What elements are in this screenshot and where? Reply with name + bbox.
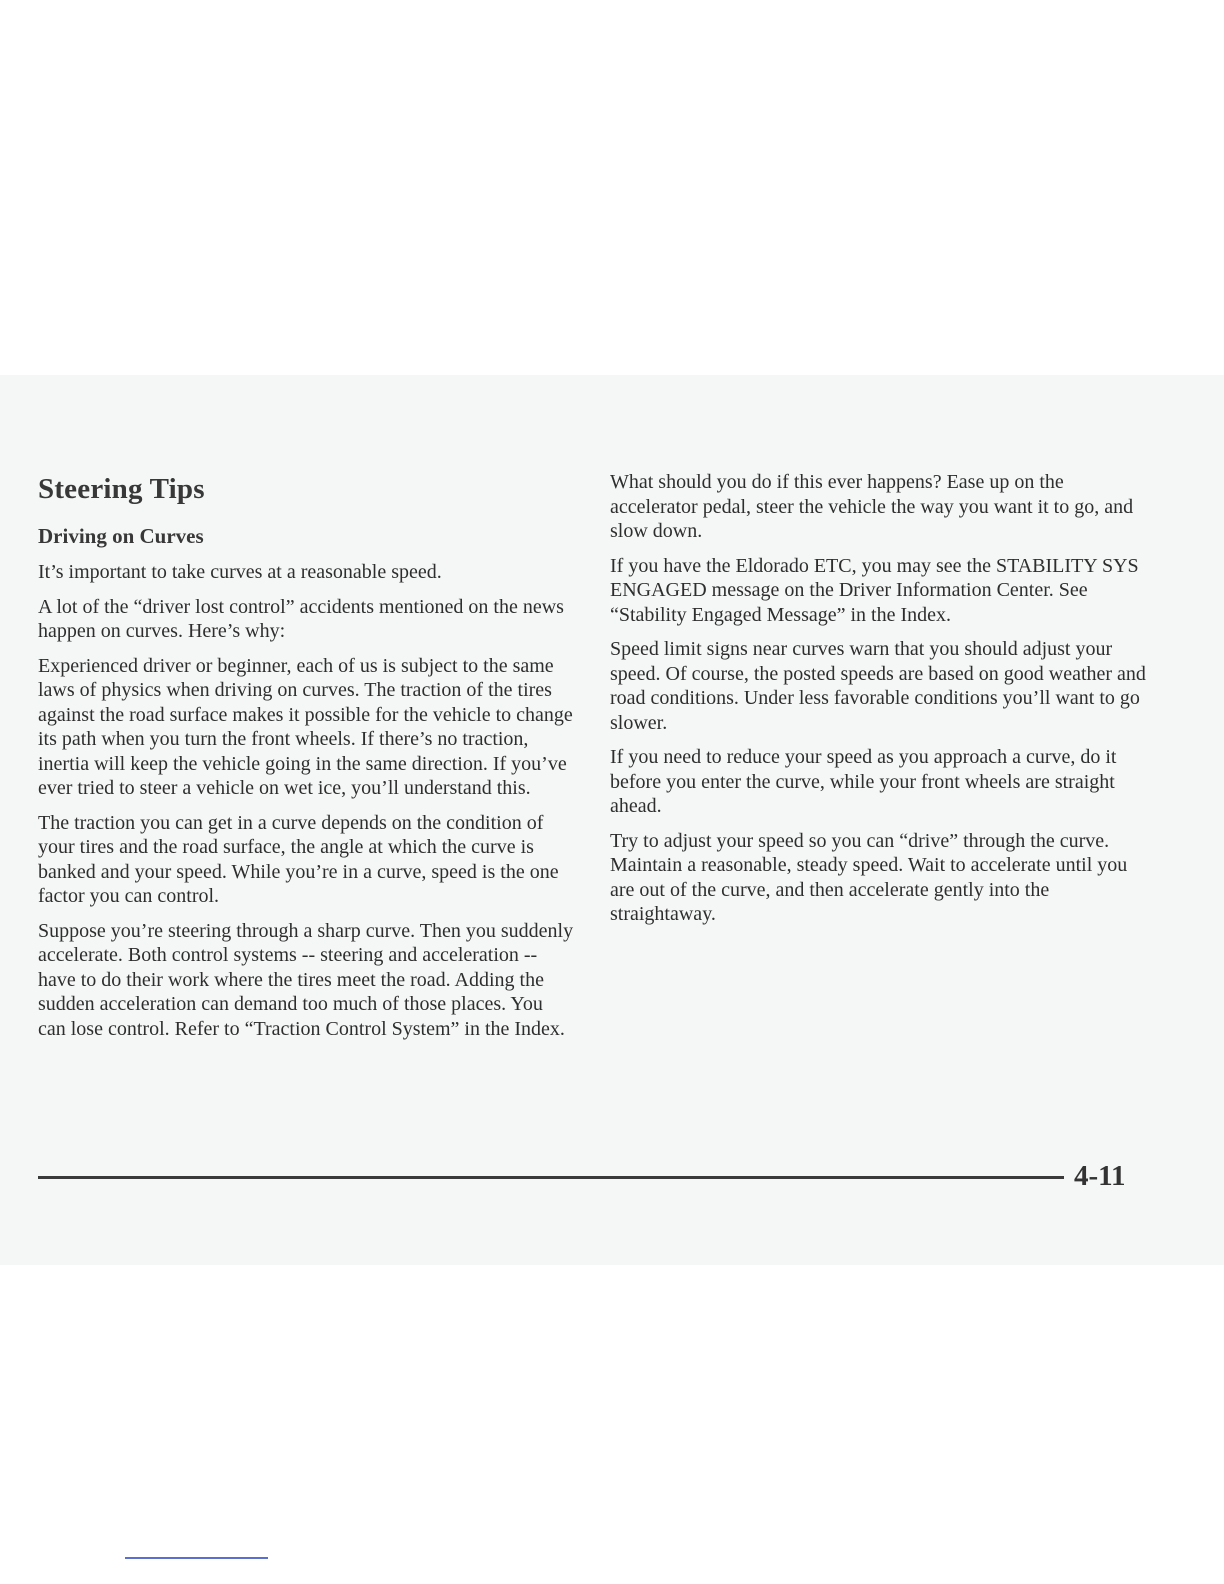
page-number: 4-11 bbox=[1074, 1160, 1126, 1192]
paragraph: The traction you can get in a curve depends on the condition of your tires and the road surface, the angle at which the curve is banked and your speed. While you’re in a curve, speed is the one factor you can control. bbox=[38, 811, 559, 907]
paragraph: What should you do if this ever happens? Ease up on the accelerator pedal, steer the vehicle the way you want it to go, and slow down. bbox=[610, 471, 1134, 542]
footer-rule bbox=[38, 1176, 1064, 1179]
paragraph: Suppose you’re steering through a sharp curve. Then you suddenly accelerate. Both control systems -- steering and acceleration -- have to do their work where the tires meet the road. Adding the sudden acceleration can demand too much of those places. You can lose control. Refer to “Traction Control System” in the Index. bbox=[38, 919, 574, 1040]
paragraph: A lot of the “driver lost control” accidents mentioned on the news happen on curves. Here’s why: bbox=[38, 595, 564, 642]
paragraph: Try to adjust your speed so you can “drive” through the curve. Maintain a reasonable, steady speed. Wait to accelerate until you are out of the curve, and then accelerate gently into the straightaway. bbox=[610, 829, 1128, 925]
right-column bbox=[610, 470, 1150, 937]
paragraph: If you need to reduce your speed as you approach a curve, do it before you enter the curve, while your front wheels are straight ahead. bbox=[610, 746, 1117, 817]
footer-link-underline bbox=[125, 1557, 268, 1559]
paragraph: It’s important to take curves at a reasonable speed. bbox=[38, 561, 442, 583]
paragraph: If you have the Eldorado ETC, you may see the STABILITY SYS ENGAGED message on the Driver Information Center. See “Stability Engaged Message” in the Index. bbox=[610, 554, 1139, 626]
subsection-title: Driving on Curves bbox=[38, 524, 204, 548]
section-title: Steering Tips bbox=[38, 473, 205, 505]
paragraph: Experienced driver or beginner, each of us is subject to the same laws of physics when driving on curves. The traction of the tires against the road surface makes it possible for the vehicle to change its path when you turn the front wheels. If there’s no traction, inertia will keep the vehicle going in the same direction. If you’ve ever tried to steer a vehicle on wet ice, you’ll understand this. bbox=[38, 654, 573, 799]
left-column bbox=[38, 470, 574, 1051]
paragraph: Speed limit signs near curves warn that you should adjust your speed. Of course, the posted speeds are based on good weather and road conditions. Under less favorable conditions you’ll want to go slower. bbox=[610, 638, 1146, 734]
